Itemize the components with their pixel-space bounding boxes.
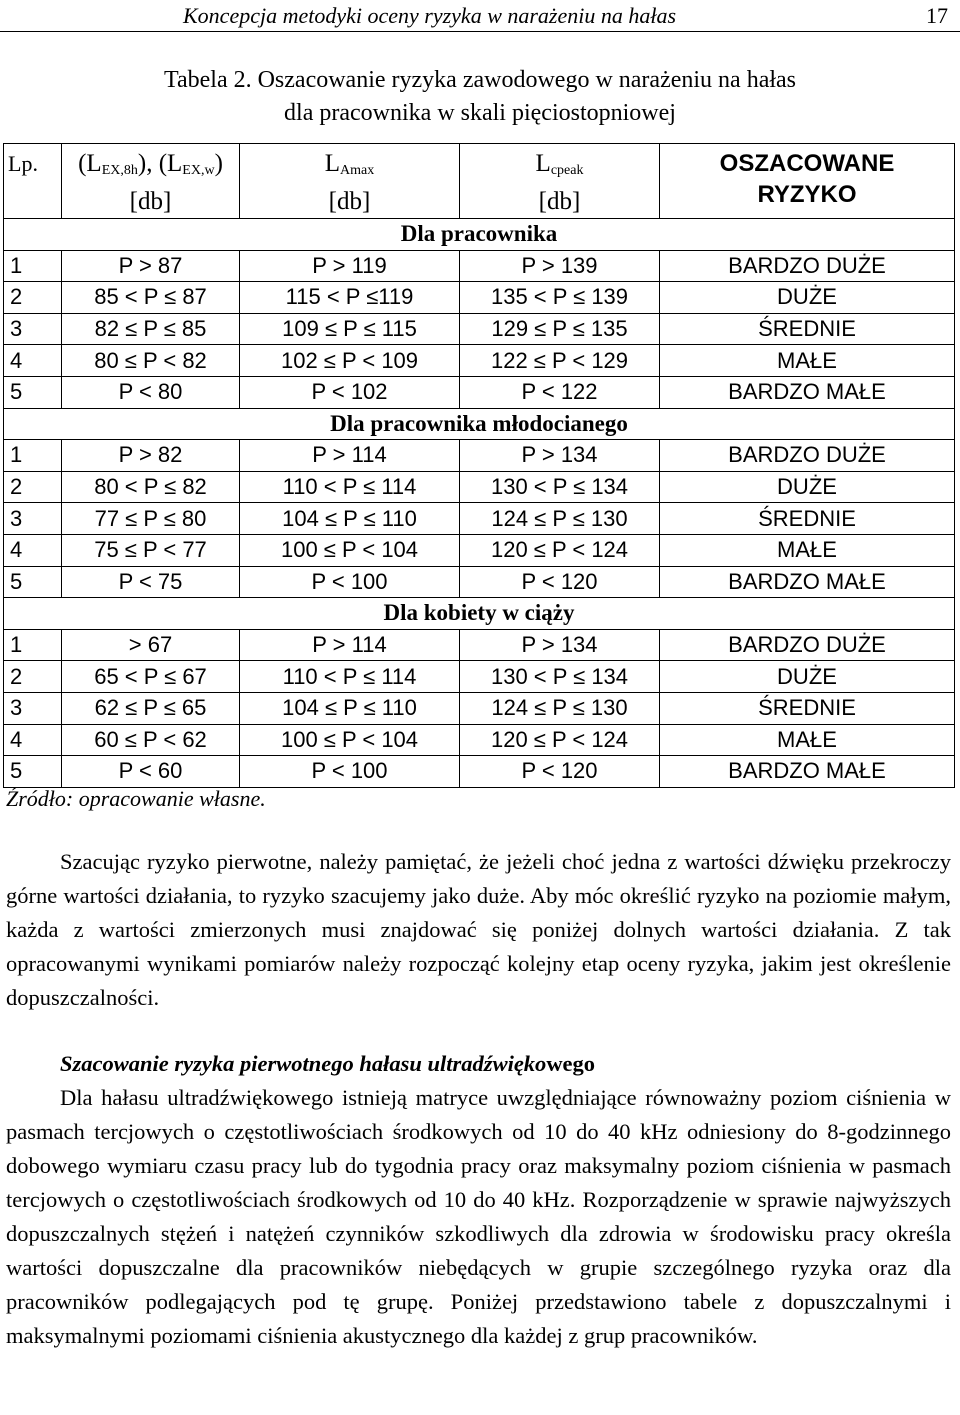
running-head bbox=[0, 0, 960, 34]
cell-lcpeak: 130 < P ≤ 134 bbox=[460, 661, 660, 693]
table-row bbox=[4, 345, 955, 377]
header-lex-unit: [db] bbox=[129, 188, 172, 215]
cell-risk: DUŻE bbox=[660, 471, 955, 503]
cell-lcpeak: 120 ≤ P < 124 bbox=[460, 534, 660, 566]
risk-table bbox=[3, 143, 955, 788]
paragraph-1: Szacując ryzyko pierwotne, należy pamiętać, że jeżeli choć jedna z wartości dźwięku przekroczy górne wartości działania, to ryzyko szacujemy jako duże. Aby móc określić ryzyko na poziomie małym, każda z wartości zmierzonych musi znajdować się poniżej dolnych wartości działania. Z tak opracowanymi wynikami pomiarów należy rozpocząć kolejny etap oceny ryzyka, jakim jest określenie dopuszczalności. bbox=[6, 849, 951, 1010]
cell-lamax: 100 ≤ P < 104 bbox=[240, 534, 460, 566]
cell-risk: DUŻE bbox=[660, 282, 955, 314]
cell-lex: 60 ≤ P < 62 bbox=[62, 724, 240, 756]
header-lp: Lp. bbox=[4, 144, 62, 219]
cell-lamax: P > 114 bbox=[240, 629, 460, 661]
cell-lp: 2 bbox=[4, 471, 62, 503]
table-row bbox=[4, 692, 955, 724]
cell-lcpeak: 124 ≤ P ≤ 130 bbox=[460, 503, 660, 535]
table-caption bbox=[0, 64, 960, 130]
cell-lp: 1 bbox=[4, 250, 62, 282]
cell-lamax: 115 < P ≤119 bbox=[240, 282, 460, 314]
running-head-title: Koncepcja metodyki oceny ryzyka w narażeniu na hałas bbox=[183, 3, 677, 28]
cell-lex: 65 < P ≤ 67 bbox=[62, 661, 240, 693]
paragraph-risk-estimation bbox=[6, 845, 951, 1015]
header-risk-line2: RYZYKO bbox=[757, 181, 857, 208]
cell-lex: P < 80 bbox=[62, 376, 240, 408]
cell-lamax: 104 ≤ P ≤ 110 bbox=[240, 692, 460, 724]
cell-risk: BARDZO MAŁE bbox=[660, 756, 955, 788]
cell-lp: 1 bbox=[4, 629, 62, 661]
cell-lcpeak: 120 ≤ P < 124 bbox=[460, 724, 660, 756]
cell-lcpeak: P < 120 bbox=[460, 756, 660, 788]
table-caption-line2: dla pracownika w skali pięciostopniowej bbox=[284, 100, 676, 126]
cell-lcpeak: P < 120 bbox=[460, 566, 660, 598]
cell-lcpeak: P > 134 bbox=[460, 440, 660, 472]
cell-lex: 75 ≤ P < 77 bbox=[62, 534, 240, 566]
table-caption-line1: Tabela 2. Oszacowanie ryzyka zawodowego w narażeniu na hałas bbox=[163, 67, 797, 93]
cell-lcpeak: P > 134 bbox=[460, 629, 660, 661]
group-title: Dla kobiety w ciąży bbox=[4, 598, 955, 630]
cell-lcpeak: 130 < P ≤ 134 bbox=[460, 471, 660, 503]
cell-lex: P > 87 bbox=[62, 250, 240, 282]
cell-risk: BARDZO MAŁE bbox=[660, 376, 955, 408]
cell-lamax: 110 < P ≤ 114 bbox=[240, 471, 460, 503]
header-risk bbox=[660, 144, 955, 219]
table-row bbox=[4, 756, 955, 788]
cell-lp: 3 bbox=[4, 313, 62, 345]
cell-risk: BARDZO MAŁE bbox=[660, 566, 955, 598]
cell-lcpeak: P < 122 bbox=[460, 376, 660, 408]
cell-lcpeak: 135 < P ≤ 139 bbox=[460, 282, 660, 314]
cell-lp: 2 bbox=[4, 661, 62, 693]
header-lcpeak: $L_{cpeak}$ [db] bbox=[460, 144, 660, 219]
cell-lcpeak: 129 ≤ P ≤ 135 bbox=[460, 313, 660, 345]
group-title: Dla pracownika bbox=[4, 219, 955, 251]
cell-lp: 3 bbox=[4, 692, 62, 724]
cell-lex: 77 ≤ P ≤ 80 bbox=[62, 503, 240, 535]
cell-risk: MAŁE bbox=[660, 724, 955, 756]
cell-lamax: P < 100 bbox=[240, 566, 460, 598]
cell-lcpeak: 124 ≤ P ≤ 130 bbox=[460, 692, 660, 724]
table-row bbox=[4, 503, 955, 535]
cell-lamax: 102 ≤ P < 109 bbox=[240, 345, 460, 377]
header-risk-line1: OSZACOWANE bbox=[719, 150, 895, 177]
table-row bbox=[4, 313, 955, 345]
cell-lamax: 110 < P ≤ 114 bbox=[240, 661, 460, 693]
cell-risk: MAŁE bbox=[660, 345, 955, 377]
cell-risk: BARDZO DUŻE bbox=[660, 440, 955, 472]
cell-lex: 62 ≤ P ≤ 65 bbox=[62, 692, 240, 724]
cell-lcpeak: 122 ≤ P < 129 bbox=[460, 345, 660, 377]
group-row bbox=[4, 408, 955, 440]
cell-lp: 4 bbox=[4, 724, 62, 756]
cell-risk: ŚREDNIE bbox=[660, 313, 955, 345]
cell-lex: > 67 bbox=[62, 629, 240, 661]
cell-lp: 2 bbox=[4, 282, 62, 314]
cell-risk: MAŁE bbox=[660, 534, 955, 566]
table-row bbox=[4, 534, 955, 566]
group-row bbox=[4, 598, 955, 630]
table-row bbox=[4, 376, 955, 408]
cell-risk: ŚREDNIE bbox=[660, 503, 955, 535]
cell-lp: 5 bbox=[4, 376, 62, 408]
source-note: Źródło: opracowanie własne. bbox=[6, 786, 266, 811]
cell-lex: P > 82 bbox=[62, 440, 240, 472]
paragraph-2: Dla hałasu ultradźwiękowego istnieją matryce uwzględniające równoważny poziom ciśnienia w pasmach tercjowych o częstotliwościach środkowych od 10 do 40 kHz odniesiony do 8-godzinnego dobowego wymiaru czasu pracy lub do tygodnia pracy oraz maksymalny poziom ciśnienia w pasmach tercjowych o częstotliwościach środkowych od 10 do 40 kHz. Rozporządzenie w sprawie najwyższych dopuszczalnych stężeń i natężeń czynników szkodliwych dla zdrowia w środowisku pracy określa wartości dopuszczalne dla pracowników niebędących w grupie szczególnego ryzyka oraz dla pracowników podlegających pod tę grupę. Poniżej przedstawiono tabele z dopuszczalnymi i maksymalnymi poziomami ciśnienia akustycznego dla każdej z grup pracowników. bbox=[6, 1085, 951, 1348]
cell-lamax: P > 119 bbox=[240, 250, 460, 282]
group-title: Dla pracownika młodocianego bbox=[4, 408, 955, 440]
table-row bbox=[4, 724, 955, 756]
cell-lex: P < 75 bbox=[62, 566, 240, 598]
table-row bbox=[4, 566, 955, 598]
cell-lp: 5 bbox=[4, 566, 62, 598]
cell-risk: ŚREDNIE bbox=[660, 692, 955, 724]
cell-lex: 80 ≤ P < 82 bbox=[62, 345, 240, 377]
table-row bbox=[4, 440, 955, 472]
cell-lamax: P > 114 bbox=[240, 440, 460, 472]
header-rule bbox=[0, 31, 960, 32]
cell-lamax: P < 100 bbox=[240, 756, 460, 788]
cell-lex: 85 < P ≤ 87 bbox=[62, 282, 240, 314]
section-heading bbox=[6, 1047, 951, 1081]
header-lamax: $L_{Amax}$ [db] bbox=[240, 144, 460, 219]
cell-lamax: 104 ≤ P ≤ 110 bbox=[240, 503, 460, 535]
cell-risk: BARDZO DUŻE bbox=[660, 629, 955, 661]
table-header-row bbox=[4, 144, 955, 219]
section-ultrasound bbox=[6, 1047, 951, 1353]
cell-lp: 3 bbox=[4, 503, 62, 535]
header-lcpeak-unit: [db] bbox=[538, 188, 581, 215]
cell-lex: 80 < P ≤ 82 bbox=[62, 471, 240, 503]
section-heading-main: Szacowanie ryzyka pierwotnego hałasu ultradźwięko bbox=[60, 1051, 547, 1076]
cell-lex: 82 ≤ P ≤ 85 bbox=[62, 313, 240, 345]
table-row bbox=[4, 471, 955, 503]
table-row bbox=[4, 629, 955, 661]
group-row bbox=[4, 219, 955, 251]
cell-risk: BARDZO DUŻE bbox=[660, 250, 955, 282]
cell-lamax: 100 ≤ P < 104 bbox=[240, 724, 460, 756]
risk-table-body bbox=[4, 219, 955, 788]
cell-lamax: P < 102 bbox=[240, 376, 460, 408]
cell-risk: DUŻE bbox=[660, 661, 955, 693]
header-lamax-unit: [db] bbox=[328, 188, 371, 215]
page-number: 17 bbox=[926, 3, 948, 28]
cell-lamax: 109 ≤ P ≤ 115 bbox=[240, 313, 460, 345]
cell-lp: 1 bbox=[4, 440, 62, 472]
table-row bbox=[4, 250, 955, 282]
header-lex: $(L_{EX,8h})$, $(L_{EX,w})$ [db] bbox=[62, 144, 240, 219]
section-heading-tail: wego bbox=[546, 1051, 596, 1076]
cell-lex: P < 60 bbox=[62, 756, 240, 788]
cell-lp: 4 bbox=[4, 534, 62, 566]
cell-lp: 5 bbox=[4, 756, 62, 788]
cell-lp: 4 bbox=[4, 345, 62, 377]
table-row bbox=[4, 282, 955, 314]
cell-lcpeak: P > 139 bbox=[460, 250, 660, 282]
table-row bbox=[4, 661, 955, 693]
